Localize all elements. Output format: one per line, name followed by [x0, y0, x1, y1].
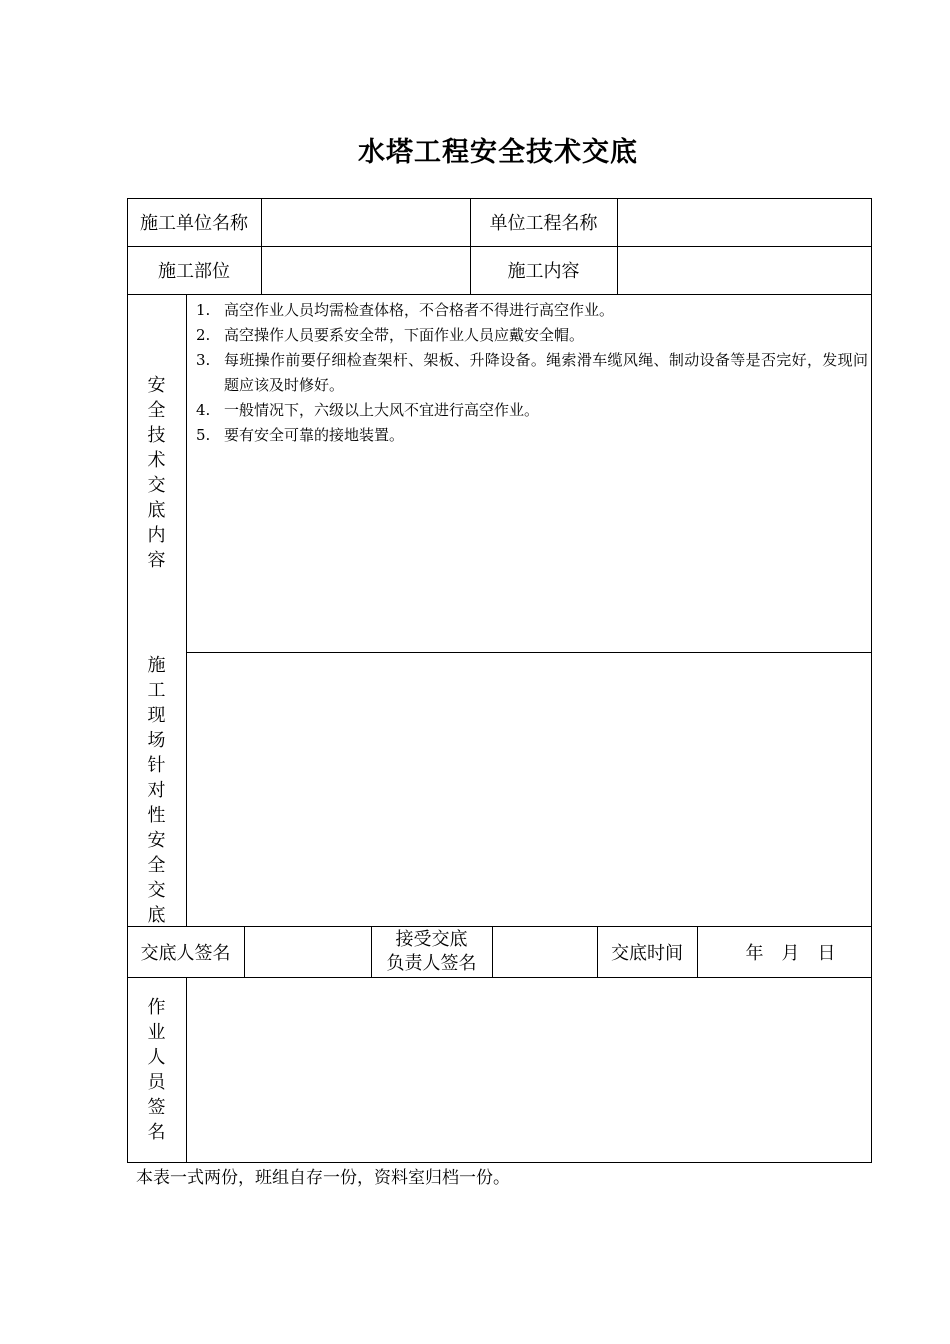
label-char: 针	[147, 755, 166, 776]
list-item	[192, 298, 868, 323]
project-name-field[interactable]	[618, 198, 872, 246]
construction-unit-label: 施工单位名称	[140, 213, 248, 234]
label-char: 签	[147, 1097, 166, 1118]
list-item	[192, 348, 868, 398]
label-char: 底	[147, 905, 166, 926]
safety-items-list	[192, 298, 868, 448]
item-number: 1.	[196, 301, 211, 319]
construction-part-field[interactable]	[262, 246, 470, 294]
label-char: 安	[147, 375, 166, 396]
label-char: 性	[147, 805, 166, 826]
label-char: 对	[147, 780, 166, 801]
discloser-signature-label: 交底人签名	[140, 942, 231, 964]
construction-content-label: 施工内容	[507, 261, 580, 282]
site-specific-content-field[interactable]	[187, 653, 872, 926]
item-number: 2.	[196, 326, 211, 344]
disclosure-date-field[interactable]: 年 月 日	[745, 942, 836, 964]
item-number: 4.	[196, 401, 211, 419]
label-char: 容	[147, 550, 166, 571]
list-item	[192, 423, 868, 448]
label-char: 名	[147, 1122, 166, 1143]
label-char: 工	[147, 680, 166, 701]
receiver-label-line1: 接受交底	[395, 928, 468, 950]
receiver-signature-label	[371, 926, 492, 977]
site-specific-label	[127, 653, 186, 928]
label-char: 场	[147, 730, 166, 751]
safety-content-label	[127, 373, 186, 573]
document-title: 水塔工程安全技术交底	[358, 137, 638, 168]
label-char: 施	[147, 655, 166, 676]
label-char: 交	[147, 475, 166, 496]
label-char: 技	[147, 425, 166, 446]
label-char: 底	[147, 500, 166, 521]
disclosure-time-label: 交底时间	[611, 942, 683, 964]
receiver-label-line2: 负责人签名	[386, 952, 477, 974]
label-char: 全	[147, 400, 166, 421]
item-text: 高空操作人员要系安全带，下面作业人员应戴安全帽。	[224, 326, 585, 344]
workers-signature-label	[127, 995, 186, 1145]
list-item	[192, 323, 868, 348]
receiver-signature-field[interactable]	[493, 926, 597, 977]
label-char: 全	[147, 855, 166, 876]
construction-content-field[interactable]	[618, 246, 872, 294]
col-divider-sign-5	[697, 926, 698, 977]
row-divider-2	[127, 294, 872, 295]
label-char: 安	[147, 830, 166, 851]
project-name-label: 单位工程名称	[489, 213, 598, 234]
label-char: 人	[147, 1047, 166, 1068]
label-char: 作	[147, 997, 166, 1018]
item-text: 要有安全可靠的接地装置。	[224, 426, 405, 444]
construction-part-label: 施工部位	[158, 261, 230, 282]
item-text: 每班操作前要仔细检查架杆、架板、升降设备。绳索滑车缆风绳、制动设备等是否完好，发现问题应该及时修好。	[224, 351, 868, 394]
discloser-signature-field[interactable]	[245, 926, 371, 977]
list-item	[192, 398, 868, 423]
label-char: 术	[147, 450, 166, 471]
label-char: 业	[147, 1022, 166, 1043]
label-char: 现	[147, 705, 166, 726]
label-char: 交	[147, 880, 166, 901]
workers-signature-field[interactable]	[187, 978, 872, 1163]
label-char: 员	[147, 1072, 166, 1093]
item-text: 高空作业人员均需检查体格，不合格者不得进行高空作业。	[224, 301, 615, 319]
item-text: 一般情况下，六级以上大风不宜进行高空作业。	[224, 401, 540, 419]
footer-note: 本表一式两份，班组自存一份，资料室归档一份。	[136, 1168, 510, 1188]
item-number: 5.	[196, 426, 211, 444]
label-char: 内	[147, 525, 166, 546]
construction-unit-field[interactable]	[262, 198, 470, 246]
item-number: 3.	[196, 351, 211, 369]
